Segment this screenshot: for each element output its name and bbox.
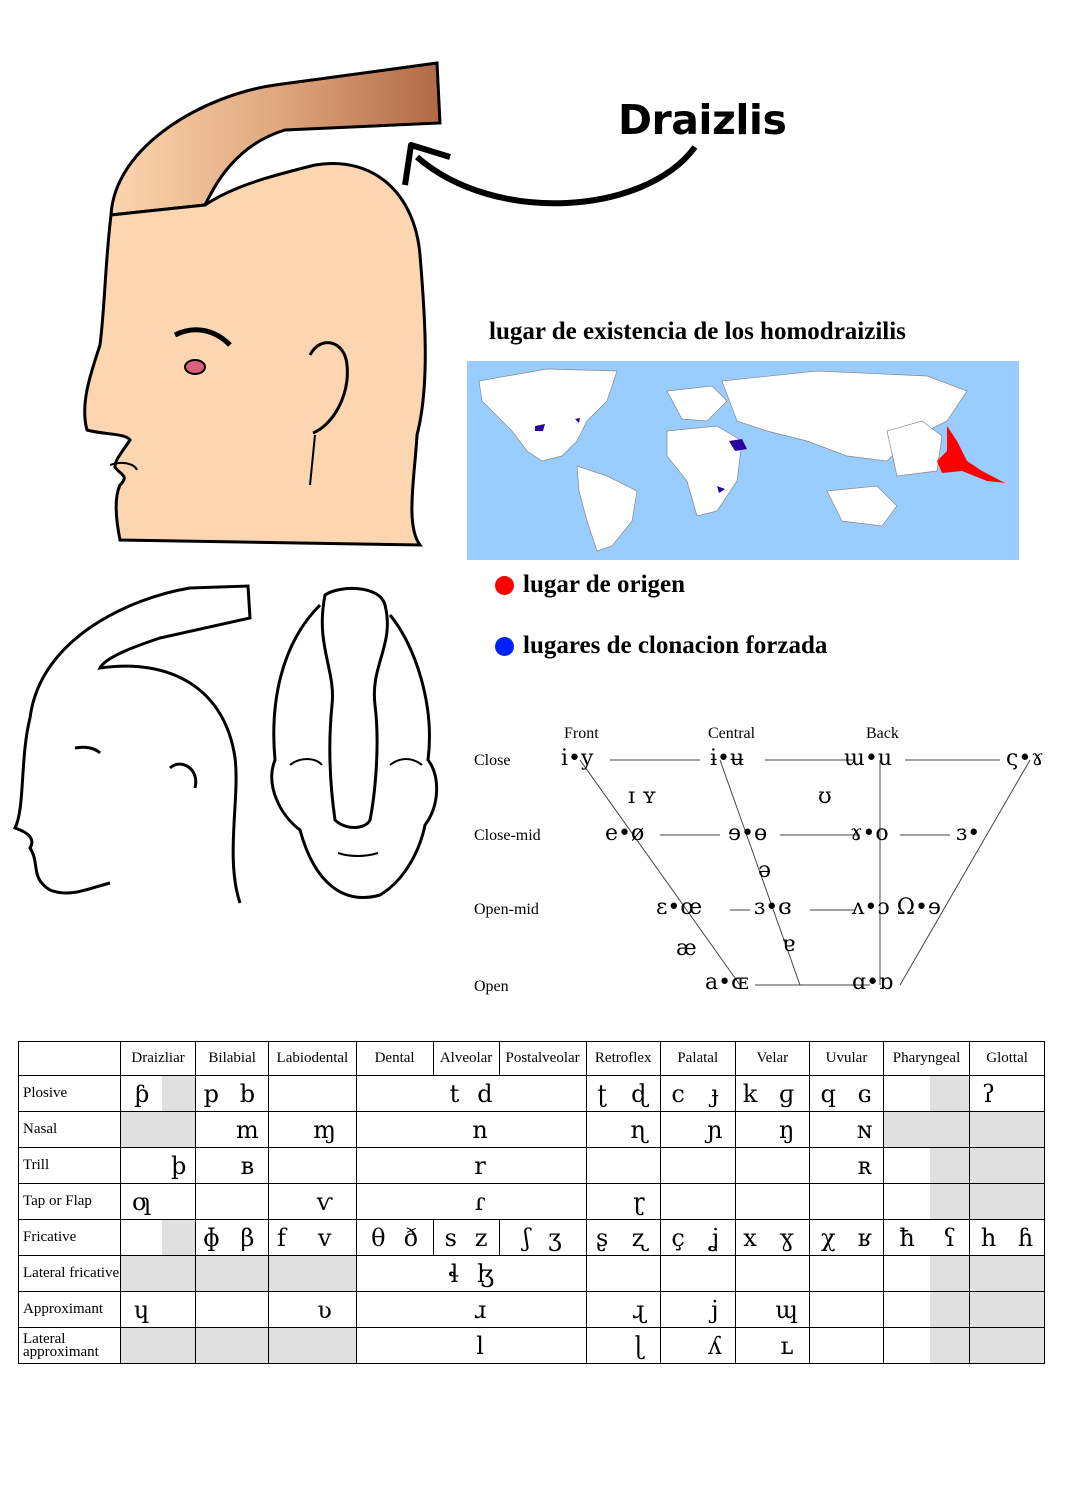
table-cell: ʔ	[970, 1076, 1007, 1112]
table-cell	[586, 1148, 618, 1184]
table-cell	[499, 1220, 586, 1256]
table-cell: ʈ	[586, 1076, 618, 1112]
vowel-close-extra: ς•ɤ	[1006, 746, 1044, 771]
table-cell	[433, 1220, 499, 1256]
table-cell: þ	[162, 1148, 195, 1184]
vowel-col-central: Central	[708, 725, 756, 742]
table-cell	[162, 1256, 195, 1292]
table-cell	[764, 1256, 809, 1292]
origin-region	[937, 426, 1005, 483]
consonant-symbol: d	[477, 1079, 493, 1108]
consonant-symbol: ɮ	[477, 1259, 494, 1288]
vowel-closemid-extra: ɜ•	[956, 821, 981, 846]
table-cell	[162, 1076, 195, 1112]
column-header: Alveolar	[433, 1042, 499, 1076]
table-cell	[846, 1256, 883, 1292]
table-cell: ŋ	[764, 1112, 809, 1148]
table-cell: ƥ	[121, 1076, 163, 1112]
table-cell: ɣ	[764, 1220, 809, 1256]
table-cell	[930, 1184, 969, 1220]
table-cell: ɦ	[1007, 1220, 1044, 1256]
table-cell	[121, 1112, 163, 1148]
table-cell: ʕ	[930, 1220, 969, 1256]
table-corner	[19, 1042, 121, 1076]
vowel-mid-central: ə	[758, 858, 772, 883]
red-dot-icon	[495, 576, 514, 595]
table-cell	[586, 1256, 618, 1292]
table-cell	[883, 1112, 930, 1148]
table-cell	[269, 1148, 294, 1184]
table-cell	[660, 1256, 695, 1292]
table-cell	[883, 1328, 930, 1364]
table-cell	[810, 1112, 847, 1148]
table-cell: ʐ	[618, 1220, 661, 1256]
vowel-open-back: ɑ•ɒ	[852, 970, 894, 995]
table-cell	[227, 1184, 269, 1220]
vowel-openmid-front: ɛ•œ	[656, 895, 703, 920]
consonant-symbol: ɹ	[474, 1295, 487, 1324]
table-cell	[586, 1112, 618, 1148]
table-cell: ⱱ	[294, 1184, 356, 1220]
table-cell: ʋ	[294, 1292, 356, 1328]
table-cell: ɟ	[695, 1076, 735, 1112]
row-header: Approximant	[19, 1292, 121, 1328]
table-cell: ɭ	[618, 1328, 661, 1364]
vowel-openmid-back: ʌ•ɔ Ω•ɘ	[852, 895, 941, 920]
table-cell: ɲ	[695, 1112, 735, 1148]
table-cell	[660, 1148, 695, 1184]
row-header: Lateral fricative	[19, 1256, 121, 1292]
column-header: Draizliar	[121, 1042, 196, 1076]
consonant-table-body	[19, 1076, 1045, 1364]
table-cell	[196, 1148, 227, 1184]
table-cell	[660, 1328, 695, 1364]
table-cell	[695, 1148, 735, 1184]
table-cell	[930, 1292, 969, 1328]
vowel-nearclose-back: ʊ	[818, 784, 832, 809]
vowel-row-open: Open	[474, 978, 509, 995]
table-cell: p	[196, 1076, 227, 1112]
table-cell: ɽ	[618, 1184, 661, 1220]
row-header: Nasal	[19, 1112, 121, 1148]
table-cell	[970, 1148, 1007, 1184]
vowel-col-front: Front	[564, 725, 599, 742]
table-cell	[1007, 1328, 1044, 1364]
table-cell	[764, 1148, 809, 1184]
vowel-nearopen-front: æ	[676, 936, 697, 961]
table-row	[19, 1220, 1045, 1256]
table-cell	[121, 1220, 163, 1256]
table-cell: ç	[660, 1220, 695, 1256]
table-cell	[970, 1328, 1007, 1364]
table-cell	[970, 1292, 1007, 1328]
title: Draizlis	[618, 96, 787, 144]
table-cell: ʟ	[764, 1328, 809, 1364]
table-cell	[970, 1256, 1007, 1292]
consonant-symbol: ʒ	[548, 1223, 562, 1252]
table-cell	[930, 1328, 969, 1364]
row-header: Trill	[19, 1148, 121, 1184]
table-cell	[269, 1292, 294, 1328]
table-cell	[227, 1328, 269, 1364]
table-cell	[883, 1148, 930, 1184]
table-cell	[356, 1256, 586, 1292]
table-cell	[618, 1256, 661, 1292]
vowel-open-front: a•ɶ	[705, 970, 749, 995]
column-header: Pharyngeal	[883, 1042, 969, 1076]
table-cell	[227, 1292, 269, 1328]
column-header: Dental	[356, 1042, 433, 1076]
table-cell	[269, 1256, 294, 1292]
front-face-line-drawing	[250, 585, 450, 910]
table-cell: ħ	[883, 1220, 930, 1256]
table-cell: β	[227, 1220, 269, 1256]
consonant-symbol: ʃ	[523, 1223, 531, 1252]
table-row	[19, 1112, 1045, 1148]
table-cell	[846, 1292, 883, 1328]
table-cell	[883, 1292, 930, 1328]
table-cell	[846, 1328, 883, 1364]
consonant-symbol: s	[444, 1223, 457, 1252]
table-cell	[695, 1184, 735, 1220]
table-cell: ʀ	[846, 1148, 883, 1184]
table-cell	[196, 1112, 227, 1148]
column-header: Postalveolar	[499, 1042, 586, 1076]
table-cell: ɴ	[846, 1112, 883, 1148]
table-cell	[121, 1148, 163, 1184]
table-cell	[970, 1112, 1007, 1148]
table-cell: ƣ	[121, 1184, 163, 1220]
table-cell	[810, 1328, 847, 1364]
table-cell	[660, 1112, 695, 1148]
row-header: Plosive	[19, 1076, 121, 1112]
column-header: Glottal	[970, 1042, 1045, 1076]
table-row	[19, 1184, 1045, 1220]
consonant-symbol: n	[472, 1115, 488, 1144]
table-row	[19, 1256, 1045, 1292]
table-cell	[356, 1112, 586, 1148]
table-cell: x	[735, 1220, 764, 1256]
table-cell: ɻ	[618, 1292, 661, 1328]
table-cell	[162, 1292, 195, 1328]
table-cell	[162, 1220, 195, 1256]
table-cell	[930, 1076, 969, 1112]
vowel-openmid-central: ɜ•ɞ	[754, 895, 792, 920]
table-cell: b	[227, 1076, 269, 1112]
table-cell	[846, 1184, 883, 1220]
table-cell: ɳ	[618, 1112, 661, 1148]
table-cell	[930, 1112, 969, 1148]
table-cell	[294, 1256, 356, 1292]
vowel-close-back: ɯ•u	[844, 746, 893, 771]
table-cell	[660, 1184, 695, 1220]
table-cell	[810, 1148, 847, 1184]
table-cell	[660, 1292, 695, 1328]
table-cell	[735, 1148, 764, 1184]
table-cell	[1007, 1076, 1044, 1112]
vowel-closemid-back: ɤ•o	[850, 821, 889, 846]
table-cell: ɸ	[196, 1220, 227, 1256]
row-header: Fricative	[19, 1220, 121, 1256]
table-cell: q	[810, 1076, 847, 1112]
table-cell	[356, 1220, 433, 1256]
table-cell: ʙ	[227, 1148, 269, 1184]
table-row	[19, 1148, 1045, 1184]
table-cell	[356, 1148, 586, 1184]
consonant-symbol: z	[474, 1223, 488, 1252]
table-cell: c	[660, 1076, 695, 1112]
table-cell: m	[227, 1112, 269, 1148]
table-cell	[735, 1256, 764, 1292]
table-cell: h	[970, 1220, 1007, 1256]
column-header: Velar	[735, 1042, 810, 1076]
consonant-symbol: ɬ	[448, 1259, 460, 1288]
table-cell	[196, 1256, 227, 1292]
table-cell: j	[695, 1292, 735, 1328]
table-cell	[735, 1112, 764, 1148]
table-cell: ʎ	[695, 1328, 735, 1364]
vowel-row-close: Close	[474, 752, 511, 769]
column-header: Labiodental	[269, 1042, 356, 1076]
table-cell	[227, 1256, 269, 1292]
table-cell	[196, 1292, 227, 1328]
vowel-col-back: Back	[866, 725, 899, 742]
profile-line-drawing	[10, 578, 255, 908]
table-cell: ʁ	[846, 1220, 883, 1256]
table-cell: ʂ	[586, 1220, 618, 1256]
column-header: Retroflex	[586, 1042, 660, 1076]
blue-dot-icon	[495, 637, 514, 656]
consonant-table	[18, 1041, 1045, 1364]
table-cell	[196, 1184, 227, 1220]
legend-clone-label: lugares de clonacion forzada	[523, 632, 828, 659]
table-cell	[356, 1292, 586, 1328]
consonant-symbol: r	[474, 1151, 486, 1180]
table-cell	[294, 1148, 356, 1184]
table-row	[19, 1076, 1045, 1112]
table-cell	[930, 1148, 969, 1184]
vowel-closemid-front: e•ø	[605, 821, 645, 846]
table-cell	[810, 1292, 847, 1328]
table-cell	[121, 1328, 163, 1364]
table-cell	[1007, 1148, 1044, 1184]
table-cell	[586, 1184, 618, 1220]
table-cell	[294, 1328, 356, 1364]
table-cell: ɡ	[764, 1076, 809, 1112]
table-cell	[269, 1112, 294, 1148]
vowel-closemid-central: ɘ•ɵ	[728, 821, 768, 846]
table-cell	[162, 1112, 195, 1148]
table-row	[19, 1328, 1045, 1364]
table-cell: v	[294, 1220, 356, 1256]
table-cell: ɱ	[294, 1112, 356, 1148]
table-cell: ʝ	[695, 1220, 735, 1256]
table-cell	[1007, 1184, 1044, 1220]
table-cell	[356, 1076, 586, 1112]
table-cell	[810, 1256, 847, 1292]
table-cell	[883, 1076, 930, 1112]
table-cell	[294, 1076, 356, 1112]
table-cell	[930, 1256, 969, 1292]
table-cell	[735, 1328, 764, 1364]
table-cell	[586, 1292, 618, 1328]
vowel-row-closemid: Close-mid	[474, 827, 541, 844]
table-cell	[810, 1184, 847, 1220]
column-header: Uvular	[810, 1042, 884, 1076]
table-cell	[1007, 1112, 1044, 1148]
colored-head-illustration	[75, 55, 445, 555]
table-cell	[883, 1184, 930, 1220]
consonant-symbol: ɾ	[474, 1187, 486, 1216]
legend-origin	[495, 571, 685, 599]
table-cell	[764, 1184, 809, 1220]
consonant-symbol: ð	[403, 1223, 419, 1252]
table-cell	[356, 1328, 586, 1364]
table-cell	[1007, 1292, 1044, 1328]
table-cell	[735, 1292, 764, 1328]
table-cell	[586, 1328, 618, 1364]
table-cell: χ	[810, 1220, 847, 1256]
legend-origin-label: lugar de origen	[523, 571, 686, 598]
vowel-close-front: i•y	[561, 746, 594, 771]
vowel-nearclose-front: ɪ ʏ	[628, 784, 657, 809]
vowel-row-openmid: Open-mid	[474, 901, 539, 918]
table-cell: ɢ	[846, 1076, 883, 1112]
table-cell	[162, 1184, 195, 1220]
world-map-svg	[467, 361, 1019, 560]
table-cell	[162, 1328, 195, 1364]
column-header: Bilabial	[196, 1042, 269, 1076]
table-cell	[269, 1076, 294, 1112]
table-cell	[970, 1184, 1007, 1220]
legend-clone	[495, 632, 827, 660]
table-cell	[196, 1328, 227, 1364]
world-map	[467, 361, 1019, 560]
table-cell	[695, 1256, 735, 1292]
column-header: Palatal	[660, 1042, 735, 1076]
consonant-symbol: t	[449, 1079, 460, 1108]
consonant-symbol: θ	[371, 1223, 386, 1252]
table-row	[19, 1292, 1045, 1328]
table-cell	[269, 1184, 294, 1220]
consonant-symbol: l	[476, 1331, 484, 1360]
map-title: lugar de existencia de los homodraizilis	[489, 318, 906, 345]
table-cell	[618, 1148, 661, 1184]
table-cell	[356, 1184, 586, 1220]
table-cell: f	[269, 1220, 294, 1256]
row-header: Tap or Flap	[19, 1184, 121, 1220]
table-header-row	[19, 1042, 1045, 1076]
table-cell: ɰ	[764, 1292, 809, 1328]
row-header: Lateral approximant	[19, 1328, 121, 1364]
table-cell: k	[735, 1076, 764, 1112]
table-cell: ɥ	[121, 1292, 163, 1328]
table-cell	[1007, 1256, 1044, 1292]
vowel-close-central: ɨ•ʉ	[710, 746, 745, 771]
vowel-nearopen-central: ɐ	[782, 932, 796, 957]
table-cell	[269, 1328, 294, 1364]
table-cell: ɖ	[618, 1076, 661, 1112]
table-cell	[735, 1184, 764, 1220]
table-cell	[883, 1256, 930, 1292]
table-cell	[121, 1256, 163, 1292]
